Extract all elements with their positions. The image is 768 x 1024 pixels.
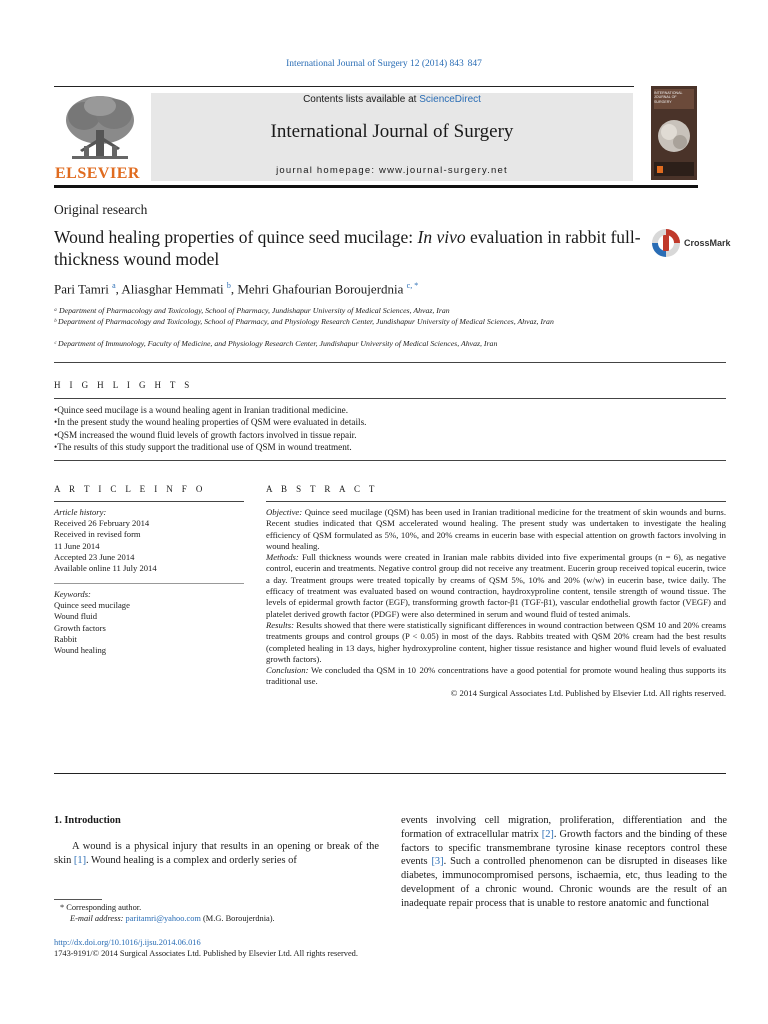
journal-citation-link[interactable]: International Journal of Surgery 12 (2014) 843 847	[286, 59, 482, 69]
intro-text: . Wound healing is a complex and orderly series of	[86, 854, 297, 866]
crossmark-label: CrossMark	[684, 238, 731, 248]
reference-link[interactable]: [3]	[431, 856, 444, 868]
affiliation-c: ᶜ Department of Immunology, Faculty of Medicine, and Physiology Research Center, Jundishapur University of Medical Sciences, Ahvaz, Iran	[54, 339, 498, 348]
author-name: Pari Tamri	[54, 281, 109, 297]
methods-text: Full thickness wounds were created in Iranian male rabbits divided into five experimental groups (n = 6), as negative control, eucerin and treatments. Negative control group did not receive any treatment. Eucerin group received topical eucerin, twice a day. Treatment groups were treated topically by creams of QSM 5%, 10% and 20% (w/w) in eucerin base, twice daily. The efficacy of treatment was evaluated based on wound contraction, haydroxyproline content, tensile strength of wound tissue. The levels of epidermal growth factor (EGF), transforming growth factor-β1 (TGF-β1), vascular endothelial growth factor (VEGF) and platelet derived growth factor (PDGF) were also determined in serum and wound fluid of tested animals.	[266, 552, 726, 619]
article-title	[54, 226, 644, 270]
keyword: Growth factors	[54, 622, 106, 633]
methods-label: Methods:	[266, 552, 299, 563]
history-line: Available online 11 July 2014	[54, 563, 157, 574]
footnote-divider	[54, 899, 102, 900]
results-label: Results:	[266, 619, 294, 630]
intro-paragraph	[54, 840, 379, 868]
abstract-rule	[266, 501, 726, 502]
author-affiliation-mark[interactable]: b	[226, 281, 231, 290]
intro-text: A wound is a physical injury that results in an opening or break of the skin	[54, 840, 379, 866]
keyword: Quince seed mucilage	[54, 600, 130, 611]
abstract-objective	[266, 507, 726, 552]
author-affiliation-mark[interactable]: a	[112, 281, 116, 290]
history-line: Received in revised form	[54, 529, 141, 540]
header-divider-top	[54, 86, 634, 87]
highlight-item: • The results of this study support the traditional use of QSM in wound treatment.	[54, 441, 714, 453]
journal-homepage[interactable]: journal homepage: www.journal-surgery.net	[276, 165, 508, 176]
article-info-rule	[54, 501, 244, 502]
footnote	[54, 902, 374, 924]
email-link[interactable]: paritamri@yahoo.com	[125, 914, 201, 923]
conclusion-text: We concluded tha QSM in 10 20% concentrations have a good potential for promote wound healing thus supports its traditional use.	[266, 665, 726, 687]
highlight-item: • In the present study the wound healing properties of QSM were evaluated in details.	[54, 416, 714, 428]
issn-line: 1743-9191/© 2014 Surgical Associates Ltd. Published by Elsevier Ltd. All rights reserved.	[54, 949, 358, 958]
affiliation-a: ᵃ Department of Pharmacology and Toxicology, School of Pharmacy, Jundishapur University of Medical Sciences, Ahvaz, Iran	[54, 306, 450, 315]
journal-cover-title: INTERNATIONAL JOURNAL OF SURGERY	[654, 91, 683, 104]
intro-text: events involving cell migration, proliferation, differentiation and the formation of extracellular matrix	[401, 815, 727, 840]
abstract-results	[266, 620, 726, 665]
introduction-heading: 1. Introduction	[54, 815, 121, 826]
author-name: Aliasghar Hemmati	[121, 281, 224, 297]
contents-prefix: Contents lists available at	[303, 94, 420, 105]
article-info-label: A R T I C L E I N F O	[54, 484, 206, 494]
abstract-body	[266, 507, 726, 699]
article-title-italic: In vivo	[417, 227, 466, 247]
keywords-rule	[54, 583, 244, 584]
email-suffix: (M.G. Boroujerdnia).	[200, 914, 275, 923]
abstract-end-rule	[54, 773, 726, 774]
corresponding-author-note: * Corresponding author.	[60, 903, 142, 912]
article-type: Original research	[54, 202, 148, 217]
doi-link[interactable]: http://dx.doi.org/10.1016/j.ijsu.2014.06.016	[54, 938, 201, 947]
conclusion-label: Conclusion:	[266, 665, 309, 676]
keyword: Wound healing	[54, 645, 107, 656]
highlights-list	[54, 404, 714, 454]
journal-title: International Journal of Surgery	[270, 121, 514, 142]
journal-cover-thumbnail	[651, 86, 697, 180]
affiliations-divider	[54, 362, 726, 363]
highlights-rule-top	[54, 398, 726, 399]
email-label: E-mail address:	[70, 914, 126, 923]
author-affiliation-mark[interactable]: c, *	[406, 281, 419, 290]
keyword: Rabbit	[54, 633, 77, 644]
keywords	[54, 589, 244, 656]
highlights-label: H I G H L I G H T S	[54, 380, 193, 390]
abstract-copyright: © 2014 Surgical Associates Ltd. Published by Elsevier Ltd. All rights reserved.	[450, 687, 726, 698]
reference-link[interactable]: [1]	[73, 854, 87, 866]
sciencedirect-link[interactable]: ScienceDirect	[419, 94, 481, 105]
author-list: Pari Tamri $^a$, Aliasghar Hemmati $^b$, Mehri Ghafourian Boroujerdnia $^{c, *}$	[54, 281, 419, 297]
keyword: Wound fluid	[54, 611, 97, 622]
history-line: 11 June 2014	[54, 540, 100, 551]
intro-column-right	[401, 814, 727, 911]
highlight-item: • QSM increased the wound fluid levels of growth factors involved in tissue repair.	[54, 429, 714, 441]
history-label: Article history:	[54, 507, 107, 517]
header-divider-bottom	[54, 185, 698, 188]
doi-block	[54, 937, 358, 959]
abstract-conclusion	[266, 665, 726, 688]
history-line: Received 26 February 2014	[54, 518, 150, 529]
crossmark-badge[interactable]	[651, 228, 731, 260]
intro-column-left	[54, 814, 379, 867]
article-title-part2: evaluation in rabbit full-thickness wound model	[54, 227, 641, 269]
author-name: Mehri Ghafourian Boroujerdnia	[237, 281, 404, 297]
objective-text: Quince seed mucilage (QSM) has been used in Iranian traditional medicine for the treatment of skin wounds and burns. Recent studies indicated that QSM accelerated wound healing. The present study was undertaken to investigate the healing efficiency of QSM formulated as 5%, 10%, and 20% creams in eucerin base with especial attention on growth factors involving in wound healing.	[266, 507, 726, 551]
highlight-item: • Quince seed mucilage is a wound healing agent in Iranian traditional medicine.	[54, 404, 714, 416]
results-text: Results showed that there were statistically significant differences in wound contraction between QSM 10 and 20% creams treatments groups and control groups (P < 0.05) in most of the days. Rabbits treated with QSM 20% cream had the best results (completed healing in 13 days, higher hydroxyproline content, higher tissue resistance and higher wound fluid levels of evaluated growth factors).	[266, 619, 726, 664]
intro-text: . Such a controlled phenomenon can be disrupted in diseases like diabetes, immunocompromised persons, ischaemia, etc, thus leading to the development of a chronic wound. Chronic wounds are the result of an inadequate repair process that is unable to restore anatomic and functional	[401, 856, 727, 909]
highlights-rule-bottom	[54, 460, 726, 461]
keywords-label: Keywords:	[54, 589, 91, 599]
email-note	[54, 913, 374, 924]
abstract-label: A B S T R A C T	[266, 484, 378, 494]
intro-text: . Growth factors and the binding of these factors to specific transmembrane tyrosine kinase receptors control these events	[401, 828, 728, 868]
elsevier-wordmark: ELSEVIER	[55, 165, 140, 182]
article-title-part1: Wound healing properties of quince seed mucilage:	[54, 227, 418, 247]
history-line: Accepted 23 June 2014	[54, 551, 135, 562]
abstract-methods	[266, 552, 726, 620]
contents-lists-line	[151, 94, 633, 105]
crossmark-icon	[651, 228, 681, 258]
article-history	[54, 507, 244, 574]
objective-label: Objective:	[266, 507, 303, 517]
affiliation-b: ᵇ Department of Pharmacology and Toxicology, School of Pharmacy, and Physiology Research Center, Jundishapur University of Medical Sciences, Ahvaz, Iran	[54, 317, 554, 326]
reference-link[interactable]: [2]	[541, 828, 554, 840]
